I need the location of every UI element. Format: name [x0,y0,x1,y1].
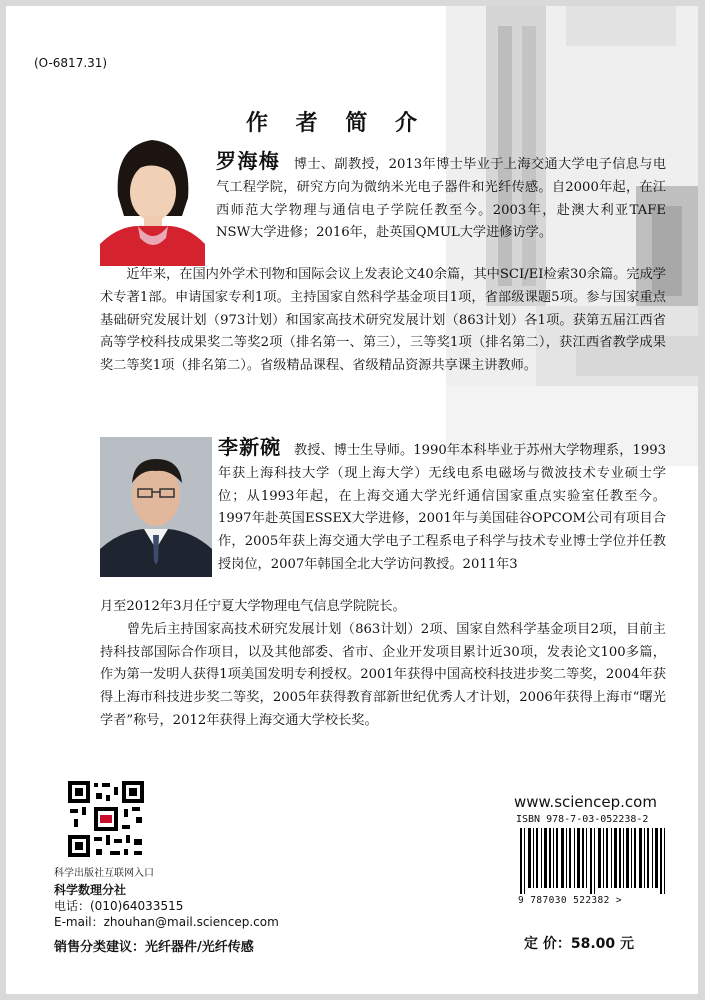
author1-bio [216,150,666,245]
back-cover [6,6,698,994]
publisher-email: E-mail：zhouhan@mail.sciencep.com [54,915,279,929]
author2-intro: 教授、博士生导师。1990年本科毕业于苏州大学物理系，1993年获上海科技大学（现上海大学）无线电系电磁场与微波技术专业硕士学位；从1993年起，在上海交通大学光纤通信国家重点实验室任教至今。1997年赴英国ESSEX大学进修，2001年与美国硅谷OPCOM公司有项目合作，2005年获上海交通大学电子工程系电子科学与技术专业博士学位并任教授岗位，2007年韩国全北大学访问教授。2011年3 [218,443,667,572]
publisher-phone: 电话：(010)64033515 [54,899,184,913]
author2-portrait [100,437,212,577]
author2-para2: 曾先后主持国家高技术研究发展计划（863计划）2项、国家自然科学基金项目2项，目前主持科技部国际合作项目，以及其他部委、省市、企业开发项目累计近30项，发表论文100多篇，作为第一发明人获得1项美国发明专利授权。2001年获得中国高校科技进步奖二等奖，2004年获得上海市科技进步奖二等奖，2005年获得教育部新世纪优秀人才计划，2006年获得上海市“曙光学者”称号，2012年获得上海交通大学校长奖。 [100,621,666,728]
author2-name: 李新碗 [218,435,282,459]
author2-bio [218,436,666,577]
price: 定 价：58.00 元 [524,936,635,952]
author1-intro: 博士、副教授，2013年博士毕业于上海交通大学电子信息与电气工程学院，研究方向为微纳米光电子器件和光纤传感。自2000年起，在江西师范大学物理与通信电子学院任教至今。2003年，赴澳大利亚TAFE NSW大学进修；2016年，赴英国QMUL大学进修访学。 [216,157,667,241]
qr-code-icon [66,779,146,859]
publisher-info [54,882,279,930]
author1-photo [100,126,205,266]
isbn-text: ISBN 978-7-03-052238-2 [516,814,649,825]
author2-photo [100,437,212,577]
qr-label: 科学出版社互联网入口 [54,868,154,879]
sales-category: 销售分类建议：光纤器件/光纤传感 [54,940,254,955]
isbn-barcode-icon [514,828,678,894]
background-building-image [386,6,698,486]
barcode-number: 9 787030 522382 > [518,895,623,906]
author1-achievements: 近年来，在国内外学术刊物和国际会议上发表论文40余篇，其中SCI/EI检索30余篇。完成学术专著1部。申请国家专利1项。主持国家自然科学基金项目1项，省部级课题5项。参与国家重点基础研究发展计划（973计划）和国家高技术研究发展计划（863计划）各1项。获第五届江西省高等学校科技成果奖二等奖2项（排名第一、第三），三等奖1项（排名第二），获江西省教学成果奖二等奖1项（排名第二）。省级精品课程、省级精品资源共享课主讲教师。 [100,267,666,374]
author2-achievements [100,596,666,733]
section-title: 作 者 简 介 [246,110,427,136]
author1-name: 罗海梅 [216,149,281,173]
publisher-website: www.sciencep.com [514,793,657,811]
author1-portrait [100,126,205,266]
author2-intro-continued: 月至2012年3月任宁夏大学物理电气信息学院院长。 [100,599,406,614]
publisher-name: 科学数理分社 [54,883,127,897]
catalog-code: (O-6817.31) [34,56,108,70]
